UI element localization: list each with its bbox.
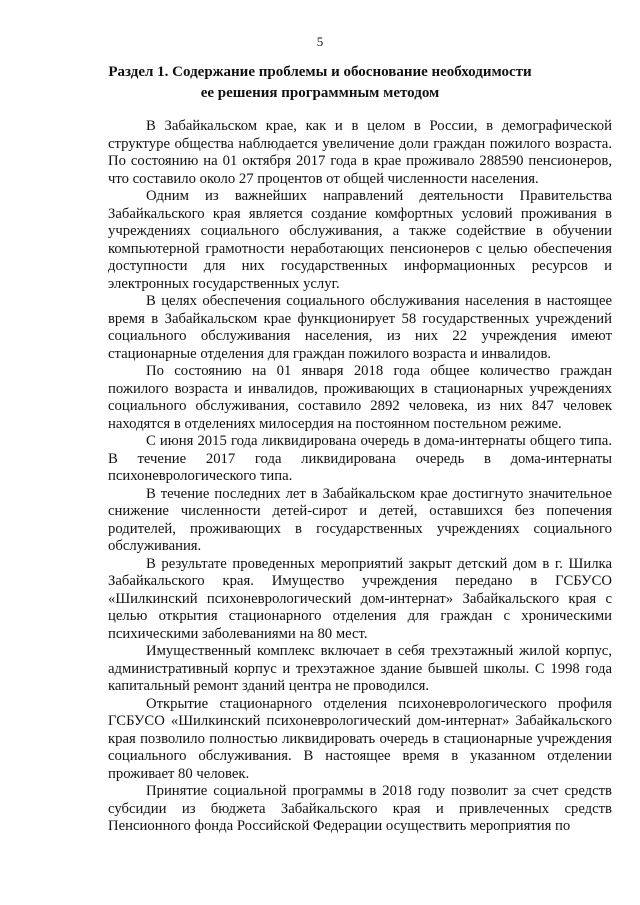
paragraph-6: В течение последних лет в Забайкальском крае достигнуто значительное снижение численности детей-сирот и детей, оставшихся без попечения родителей, проживающих в государственных учреждениях социального обслуживания.: [108, 485, 612, 554]
paragraph-4: По состоянию на 01 января 2018 года общее количество граждан пожилого возраста и инвалидов, проживающих в стационарных учреждениях социального обслуживания, составило 2892 человека, из них 847 человек находятся в отделениях милосердия на постоянном постельном режиме.: [108, 363, 612, 432]
paragraph-10: Принятие социальной программы в 2018 году позволит за счет средств субсидии из бюджета Забайкальского края и привлеченных средств Пенсионного фонда Российской Федерации осуществить мероприятия по: [108, 783, 612, 834]
paragraph-5: С июня 2015 года ликвидирована очередь в дома-интернаты общего типа. В течение 2017 года ликвидирована очередь в дома-интернаты психоневрологического типа.: [108, 433, 612, 484]
section-title: [100, 62, 540, 104]
paragraph-8: Имущественный комплекс включает в себя трехэтажный жилой корпус, административный корпус и трехэтажное здание бывшей школы. С 1998 года капитальный ремонт зданий центра не проводился.: [108, 643, 612, 694]
body-text: [108, 118, 612, 836]
section-title-line-2: ее решения программным методом: [200, 85, 440, 101]
section-title-line-1: Раздел 1. Содержание проблемы и обоснование необходимости: [108, 64, 532, 80]
paragraph-3: В целях обеспечения социального обслуживания населения в настоящее время в Забайкальском крае функционирует 58 государственных учреждений социального обслуживания населения, из них 22 учреждения имеют стационарные отделения для граждан пожилого возраста и инвалидов.: [108, 293, 612, 362]
paragraph-2: Одним из важнейших направлений деятельности Правительства Забайкальского края является создание комфортных условий проживания в учреждениях социального обслуживания, а также содействие в обучении компьютерной грамотности неработающих пенсионеров с целью обеспечения доступности для них государственных информационных ресурсов и электронных государственных услуг.: [108, 188, 612, 292]
paragraph-7: В результате проведенных мероприятий закрыт детский дом в г. Шилка Забайкальского края. Имущество учреждения передано в ГСБУСО «Шилкинский психоневрологический дом-интернат» Забайкальского края с целью открытия стационарного отделения для граждан с хроническими психическими заболеваниями на 80 мест.: [108, 555, 612, 642]
paragraph-1: В Забайкальском крае, как и в целом в России, в демографической структуре общества наблюдается увеличение доли граждан пожилого возраста. По состоянию на 01 октября 2017 года в крае проживало 288590 пенсионеров, что составило около 27 процентов от общей численности населения.: [108, 118, 612, 187]
paragraph-9: Открытие стационарного отделения психоневрологического профиля ГСБУСО «Шилкинский психоневрологический дом-интернат» Забайкальского края позволило полностью ликвидировать очередь в стационарные учреждения социального обслуживания. В настоящее время в указанном отделении проживает 80 человек.: [108, 695, 612, 782]
page-number: 5: [316, 34, 324, 49]
